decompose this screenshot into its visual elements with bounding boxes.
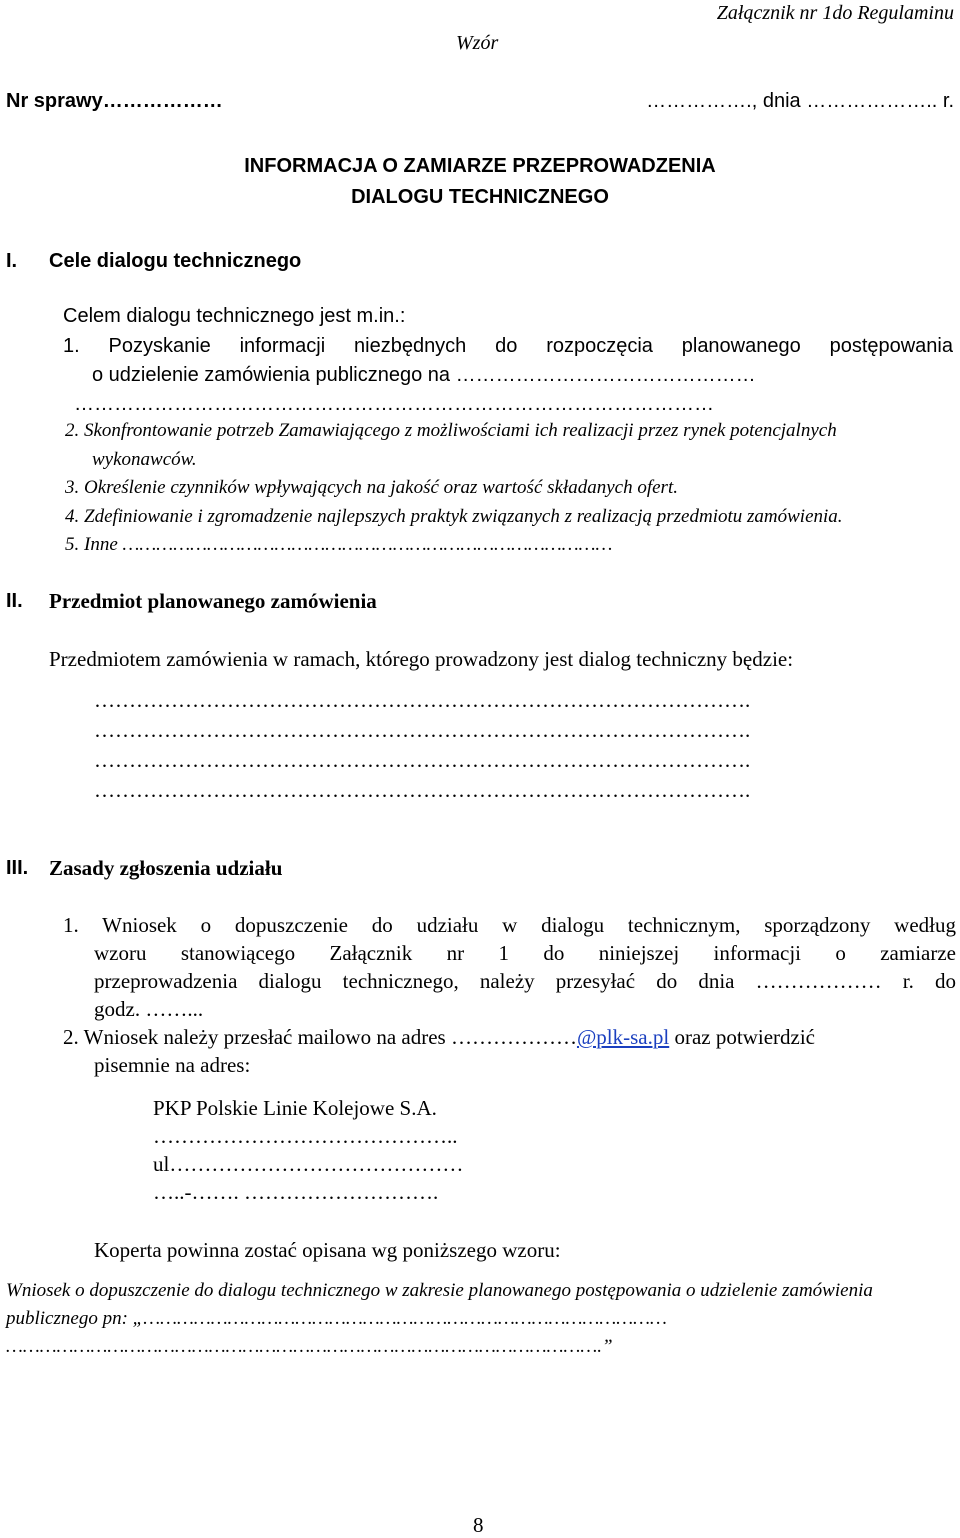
section3-item1-line4: godz. ……... [94, 997, 204, 1021]
section1-item2-line2: wykonawców. [92, 449, 197, 470]
section3-item2-line2: pisemnie na adres: [94, 1053, 251, 1077]
section1-item3: 3. Określenie czynników wpływających na jakość oraz wartość składanych ofert. [65, 477, 678, 498]
case-number: Nr sprawy……………… [6, 90, 223, 112]
envelope-note: Koperta powinna zostać opisana wg poniższego wzoru: [94, 1238, 561, 1262]
section3-item2-prefix: 2. Wniosek należy przesłać mailowo na adres ……………… [63, 1025, 577, 1049]
section1-item4: 4. Zdefiniowanie i zgromadzenie najlepszych praktyk związanych z realizacją przedmiotu zamówienia. [65, 506, 843, 527]
page-number: 8 [473, 1513, 484, 1537]
section1-intro: Celem dialogu technicznego jest m.in.: [63, 305, 406, 327]
section3-heading: Zasady zgłoszenia udziału [49, 856, 283, 880]
section1-item5: 5. Inne …………………………………………………………………………… [65, 534, 613, 555]
address-line-3: ul…………………………………… [153, 1152, 464, 1176]
date-line: ……………., dnia ……………….. r. [646, 90, 954, 112]
section3-item1-line3: przeprowadzenia dialogu technicznego, należy przesyłać do dnia ……………… r. do [94, 969, 956, 993]
envelope-text-line3: …………………………………………………………………………………………….” [6, 1336, 613, 1357]
email-link[interactable]: @plk-sa.pl [576, 1025, 670, 1049]
section1-item1-line2: o udzielenie zamówienia publicznego na ……………………………………… [92, 364, 756, 386]
address-line-1: PKP Polskie Linie Kolejowe S.A. [153, 1096, 437, 1120]
document-title-line1: INFORMACJA O ZAMIARZE PRZEPROWADZENIA [244, 155, 716, 177]
address-line-2: …………………………………….. [153, 1124, 458, 1148]
section3-item1-line2: wzoru stanowiącego Załącznik nr 1 do niniejszej informacji o zamiarze [94, 941, 956, 965]
section2-intro: Przedmiotem zamówienia w ramach, którego prowadzony jest dialog techniczny będzie: [49, 647, 794, 671]
section1-number: I. [6, 250, 18, 272]
section3-number: III. [6, 857, 29, 879]
section2-dots-1: …………………………………………………………………………………. [94, 688, 751, 712]
section1-item2-line1: 2. Skonfrontowanie potrzeb Zamawiającego z możliwościami ich realizacji przez rynek potencjalnych [65, 420, 837, 441]
section2-number: II. [6, 590, 23, 612]
address-line-4: …..-……. ………………………. [153, 1180, 439, 1204]
section2-dots-4: …………………………………………………………………………………. [94, 778, 751, 802]
section3-item2-line1 [63, 1025, 815, 1050]
section2-heading: Przedmiot planowanego zamówienia [49, 589, 377, 613]
wzor-label: Wzór [456, 32, 499, 54]
envelope-text-line2: publicznego pn: „………………………………………………………………………………… [6, 1308, 667, 1329]
section2-dots-3: …………………………………………………………………………………. [94, 748, 751, 772]
document-title-line2: DIALOGU TECHNICZNEGO [351, 186, 609, 208]
section1-item1-line3: …………………………………………………………………………………… [74, 393, 714, 415]
section3-item2-suffix: oraz potwierdzić [669, 1025, 815, 1049]
section1-heading: Cele dialogu technicznego [49, 250, 302, 272]
section1-item1-line1: 1. Pozyskanie informacji niezbędnych do rozpoczęcia planowanego postępowania [63, 335, 953, 357]
annex-label: Załącznik nr 1do Regulaminu [716, 2, 954, 24]
section2-dots-2: …………………………………………………………………………………. [94, 718, 751, 742]
envelope-text-line1: Wniosek o dopuszczenie do dialogu technicznego w zakresie planowanego postępowania o udzielenie zamówienia [6, 1280, 873, 1301]
section3-item1-line1: 1. Wniosek o dopuszczenie do udziału w dialogu technicznym, sporządzony według [63, 913, 956, 937]
